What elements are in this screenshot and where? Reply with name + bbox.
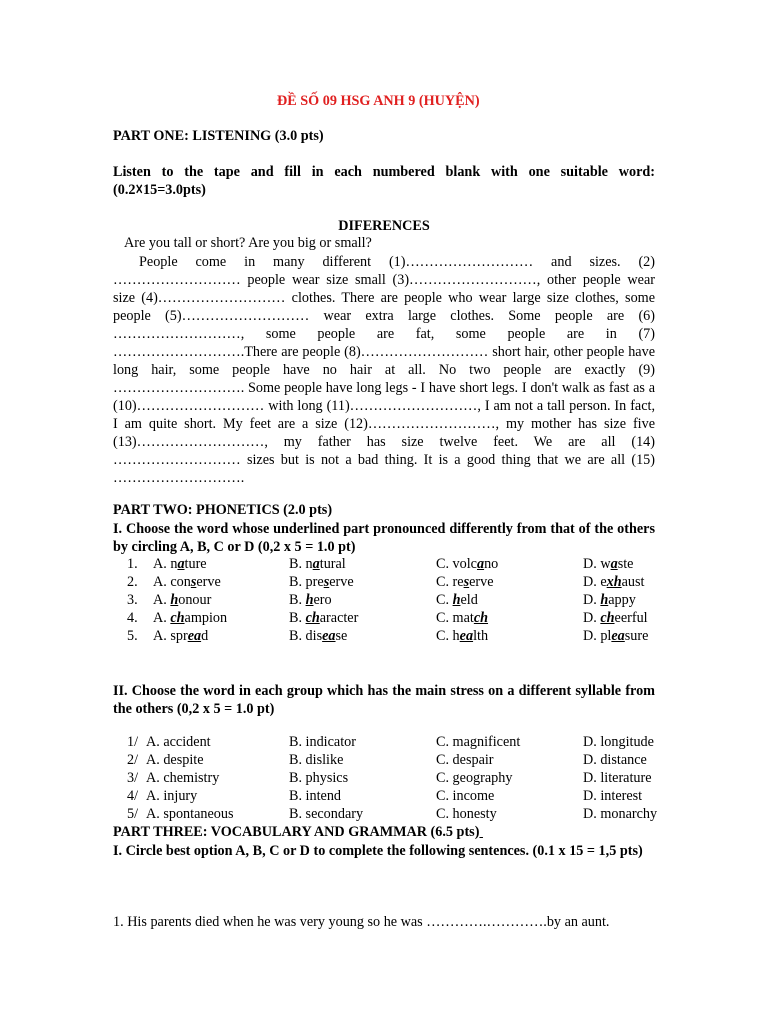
phonetics-option-d[interactable]: D. exhaust <box>583 574 645 590</box>
passage-title: DIFERENCES <box>338 218 430 234</box>
phonetics-option-b[interactable]: B. preserve <box>289 574 354 590</box>
stress-option-c[interactable]: C. despair <box>436 752 494 768</box>
stress-item-number: 4/ <box>127 788 139 804</box>
stress-option-a[interactable]: A. injury <box>146 788 198 804</box>
part-one-heading: PART ONE: LISTENING (3.0 pts) <box>113 128 324 144</box>
phonetics-item-number: 5. <box>127 628 138 644</box>
part-two-heading: PART TWO: PHONETICS (2.0 pts) <box>113 502 333 518</box>
stress-option-c[interactable]: C. geography <box>436 770 513 786</box>
phonetics-option-b[interactable]: B. hero <box>289 592 332 608</box>
stress-item-number: 2/ <box>127 752 139 768</box>
phonetics-option-c[interactable]: C. reserve <box>436 574 494 590</box>
stress-option-b[interactable]: B. intend <box>289 788 342 804</box>
document-title: ĐỀ SỐ 09 HSG ANH 9 (HUYỆN) <box>277 93 480 109</box>
part-one-instruction: Listen to the tape and fill in each numbered blank with one suitable word: (0.2☓15=3.0pts) <box>113 164 655 198</box>
stress-item-number: 1/ <box>127 734 139 750</box>
stress-option-c[interactable]: C. income <box>436 788 495 804</box>
passage-body: People come in many different (1)……………………… and sizes. (2) ……………………… people wear size small (3)………………………, other people wear size (4)……………………… clothes. There are people who wear large size clothes, some people (5)……………………… wear extra large clothes. Some people are (6) ………………………, some people are fat, some people are in (7) ……………………….There are people (8)……………………… short hair, other people have long hair, some people have no hair at all. No two people are exactly (9) ………………………. Some people have long legs - I have short legs. I don't walk as fast as a (10)……………………… with long (11)………………………, I am not a tall person. In fact, I am quite short. My feet are a size (12)………………………, my mother has size five (13)………………………, my father has size twelve feet. We are all (14) ……………………… sizes but is not a bad thing. It is a good thing that we are all (15) ………………………. <box>113 254 655 486</box>
stress-option-a[interactable]: A. chemistry <box>146 770 220 786</box>
stress-option-d[interactable]: D. interest <box>583 788 643 804</box>
stress-option-b[interactable]: B. indicator <box>289 734 356 750</box>
passage-intro: Are you tall or short? Are you big or small? <box>124 235 372 251</box>
question-1: 1. His parents died when he was very young so he was ………….………….by an aunt. <box>113 914 610 930</box>
stress-option-d[interactable]: D. distance <box>583 752 647 768</box>
stress-option-a[interactable]: A. spontaneous <box>146 806 234 822</box>
stress-option-a[interactable]: A. despite <box>146 752 204 768</box>
phonetics-instruction: I. Choose the word whose underlined part pronounced differently from that of the others by circling A, B, C or D (0,2 x 5 = 1.0 pt) <box>113 521 655 555</box>
grammar-instruction: I. Circle best option A, B, C or D to complete the following sentences. (0.1 x 15 = 1,5 pts) <box>113 843 643 859</box>
phonetics-option-c[interactable]: C. match <box>436 610 489 626</box>
phonetics-option-d[interactable]: D. happy <box>583 592 636 608</box>
stress-option-d[interactable]: D. monarchy <box>583 806 658 822</box>
phonetics-option-b[interactable]: B. disease <box>289 628 348 644</box>
stress-option-a[interactable]: A. accident <box>146 734 211 750</box>
phonetics-item-number: 2. <box>127 574 138 590</box>
stress-option-d[interactable]: D. longitude <box>583 734 654 750</box>
phonetics-item-number: 1. <box>127 556 138 572</box>
phonetics-option-d[interactable]: D. waste <box>583 556 634 572</box>
stress-item-number: 3/ <box>127 770 139 786</box>
stress-option-b[interactable]: B. dislike <box>289 752 344 768</box>
phonetics-option-a[interactable]: A. conserve <box>153 574 221 590</box>
phonetics-option-c[interactable]: C. held <box>436 592 478 608</box>
stress-option-b[interactable]: B. secondary <box>289 806 364 822</box>
part-three-heading: PART THREE: VOCABULARY AND GRAMMAR (6.5 pts) <box>113 824 480 840</box>
stress-option-c[interactable]: C. honesty <box>436 806 497 822</box>
phonetics-option-a[interactable]: A. spread <box>153 628 209 644</box>
stress-instruction: II. Choose the word in each group which has the main stress on a different syllable from the others (0,2 x 5 = 1.0 pt) <box>113 683 655 717</box>
phonetics-item-number: 3. <box>127 592 138 608</box>
phonetics-option-b[interactable]: B. natural <box>289 556 346 572</box>
phonetics-option-d[interactable]: D. cheerful <box>583 610 648 626</box>
phonetics-option-b[interactable]: B. character <box>289 610 359 626</box>
phonetics-option-c[interactable]: C. health <box>436 628 489 644</box>
phonetics-option-a[interactable]: A. champion <box>153 610 228 626</box>
stress-option-d[interactable]: D. literature <box>583 770 652 786</box>
phonetics-option-d[interactable]: D. pleasure <box>583 628 649 644</box>
stress-option-c[interactable]: C. magnificent <box>436 734 521 750</box>
phonetics-option-a[interactable]: A. honour <box>153 592 212 608</box>
stress-option-b[interactable]: B. physics <box>289 770 349 786</box>
phonetics-item-number: 4. <box>127 610 138 626</box>
phonetics-option-c[interactable]: C. volcano <box>436 556 499 572</box>
stress-item-number: 5/ <box>127 806 139 822</box>
phonetics-option-a[interactable]: A. nature <box>153 556 207 572</box>
